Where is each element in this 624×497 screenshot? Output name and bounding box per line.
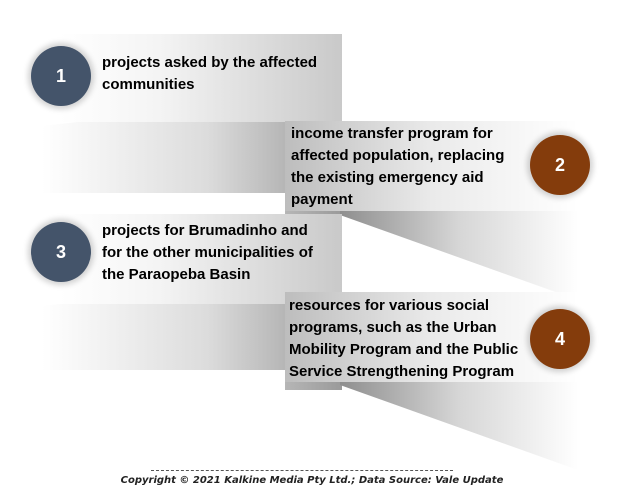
step-4-text: resources for various social programs, such as the Urban Mobility Program and the Public Service Strengthening Program xyxy=(289,297,519,380)
fold-2 xyxy=(340,210,578,300)
step-3-text: projects for Brumadinho and for the other municipalities of the Paraopeba Basin xyxy=(102,222,313,283)
step-4-badge: 4 xyxy=(530,309,590,369)
footer-divider xyxy=(151,470,453,471)
step-2-text: income transfer program for affected population, replacing the existing emergency aid payment xyxy=(291,125,505,208)
step-1-text: projects asked by the affected communities xyxy=(102,54,318,93)
step-2-badge: 2 xyxy=(530,135,590,195)
step-1-badge: 1 xyxy=(31,46,91,106)
fold-4 xyxy=(340,380,578,470)
step-3-badge: 3 xyxy=(31,222,91,282)
copyright-text: Copyright © 2021 Kalkine Media Pty Ltd.; Data Source: Vale Update xyxy=(120,475,504,486)
